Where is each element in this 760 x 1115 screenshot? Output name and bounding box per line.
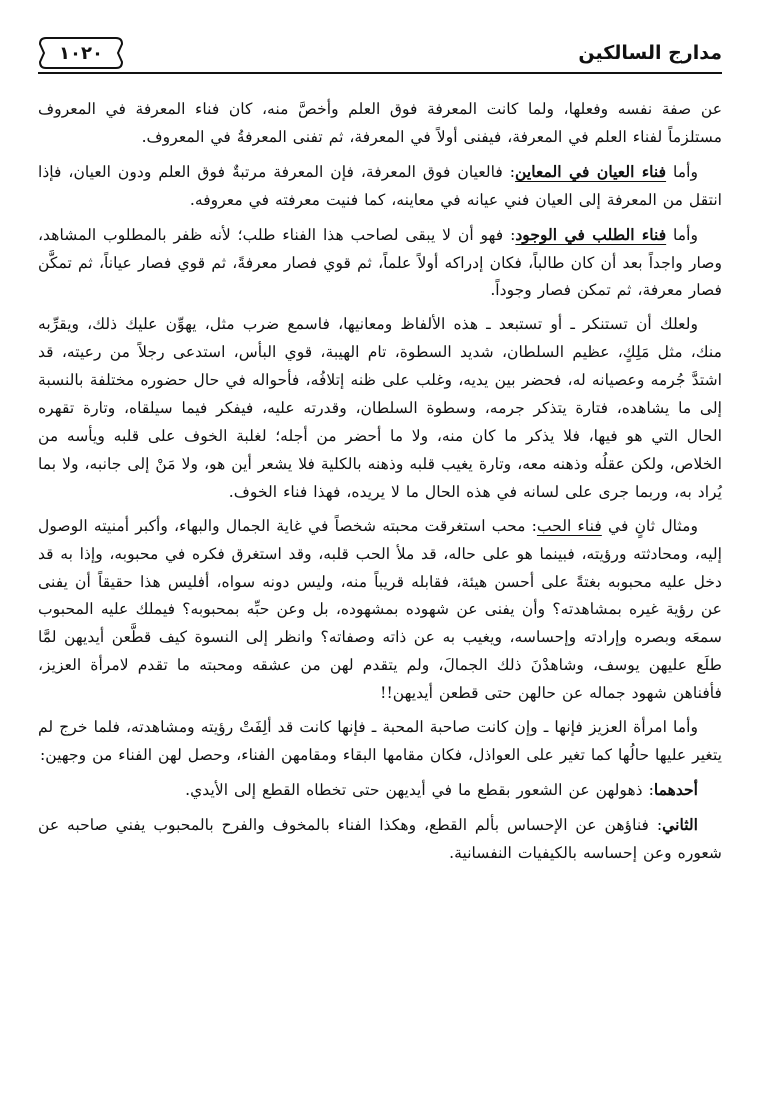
list-label: أحدهما	[653, 779, 698, 799]
paragraph-body: : فناؤهن عن الإحساس بألم القطع، وهكذا الفناء بالمخوف والفرح بالمحبوب يفني صاحبه عن شعوره وعن إحساسه بالكيفيات النفسانية.	[38, 815, 722, 862]
header-rule	[38, 72, 722, 74]
paragraph-prefix: ومثال ثانٍ في	[607, 516, 698, 535]
paragraph-body: ولعلك أن تستنكر ـ أو تستبعد ـ هذه الألفاظ ومعانيها، فاسمع ضرب مثل، يهوِّن عليك ذلك، ويقرِّبه منك، مثل مَلِكٍ، عظيم السلطان، شديد السطوة، تام الهيبة، قوي البأس، استدعى رجلاً من رعيته، قد اشتدَّ جُرمه وعصيانه له، فحضر بين يديه، وغلب على ظنه إتلافُه، فأحواله في حال حضوره مختلفة بالنسبة إلى ما يشاهده، فتارة يتذكر جرمه، وسطوة السلطان، وقدرته عليه، فيفكر فيما سيلقاه، وتارة تقهره الحال التي هو فيها، فلا يذكر ما كان منه، ولا ما أحضر من أجله؛ لغلبة الخوف على قلبه ويأسه من الخلاص، ولكن عقلُه وذهنه معه، وتارة يغيب قلبه وذهنه بالكلية فلا يشعر أين هو، ولا مَنْ إلى جانبه، ولا بما يُراد به، وربما جرى على لسانه في هذه الحال ما لا يريده، فهذا فناء الخوف.	[38, 315, 722, 501]
running-title: مدارج السالكين	[578, 42, 722, 64]
paragraph-body: وأما امرأة العزيز فإنها ـ وإن كانت صاحبة المحبة ـ فإنها كانت قد ألِفَتْ رؤيته ومشاهدته، فلما خرج لم يتغير عليها حالُها كما تغير على العواذل، فكان مقامها البقاء ومقامهن الفناء، وحصل لهن الفناء من وجهين:	[38, 718, 722, 764]
page-body	[38, 96, 722, 874]
paragraph	[38, 311, 722, 506]
paragraph	[38, 221, 722, 306]
paragraph-prefix: وأما	[673, 162, 698, 181]
paragraph	[38, 811, 722, 868]
paragraph-body: : محب استغرقت محبته شخصاً في غاية الجمال والبهاء، وأكبر أمنيته الوصول إليه، ومحادثته ورؤيته، فبينما هو على حاله، قد ملأ الحب قلبه، وقد استغرق فكره في محبوبه، وإذا به قد دخل عليه محبوبه بغتةً على أحسن هيئة، فقابله قريباً منه، وليس دونه سواه، أفليس هذا حقيقاً أن يفنى عن رؤية غيره بمشاهدته؟ وأن يفنى عن شهوده بمشهوده، بل وعن حبِّه بمحبوبه؟ فيملك عليه المحبوب سمعَه وبصره وإرادته وإحساسه، ويغيب به عن ذاته وصفاته؟ وانظر إلى النسوة كيف قطَّعن أيديهن لمَّا طلَع عليهن يوسف، وشاهدْنَ ذلك الجمالَ، ولم يتقدم لهن من عشقه ومحبته ما تقدم لامرأة العزيز، فأفناهن شهود جماله عن حالهن حتى قطعن أيديهن!!	[38, 516, 722, 703]
paragraph	[38, 513, 722, 708]
paragraph-prefix: وأما	[673, 225, 698, 244]
page-number: ١٠٢٠	[59, 42, 103, 64]
paragraph	[38, 158, 722, 215]
paragraph-body: عن صفة نفسه وفعلها، ولما كانت المعرفة فوق العلم وأخصَّ منه، كان فناء المعرفة في المعروف مستلزماً لفناء العلم في المعرفة، فيفنى أولاً في المعرفة، ثم تفنى المعرفةُ في المعروف.	[38, 100, 722, 146]
paragraph	[38, 776, 722, 805]
page-header	[38, 36, 722, 80]
paragraph	[38, 96, 722, 152]
paragraph	[38, 714, 722, 770]
section-heading: فناء العيان في المعاين	[515, 161, 667, 181]
section-heading: فناء الحب	[536, 516, 602, 535]
paragraph-body: : فالعيان فوق المعرفة، فإن المعرفة مرتبةٌ فوق العلم ودون العيان، فإذا انتقل من المعرفة إلى العيان فني عيانه في معاينه، كما فنيت معرفته في معروفه.	[38, 162, 722, 209]
list-label: الثاني	[662, 814, 698, 834]
paragraph-body: : ذهولهن عن الشعور بقطع ما في أيديهن حتى تخطاه القطع إلى الأيدي.	[185, 780, 654, 799]
page-number-badge	[38, 36, 124, 70]
section-heading: فناء الطلب في الوجود	[515, 224, 667, 244]
paragraph-body: : فهو أن لا يبقى لصاحب هذا الفناء طلب؛ لأنه ظفر بالمطلوب المشاهد، وصار واجداً بعد أن كان طالباً، فكان إدراكه أولاً علماً، ثم قوي فصار معرفةً، ثم قوي فصار عياناً، ثم تمكَّن فصار معرفة، ثم تمكن فصار وجوداً.	[38, 225, 722, 300]
